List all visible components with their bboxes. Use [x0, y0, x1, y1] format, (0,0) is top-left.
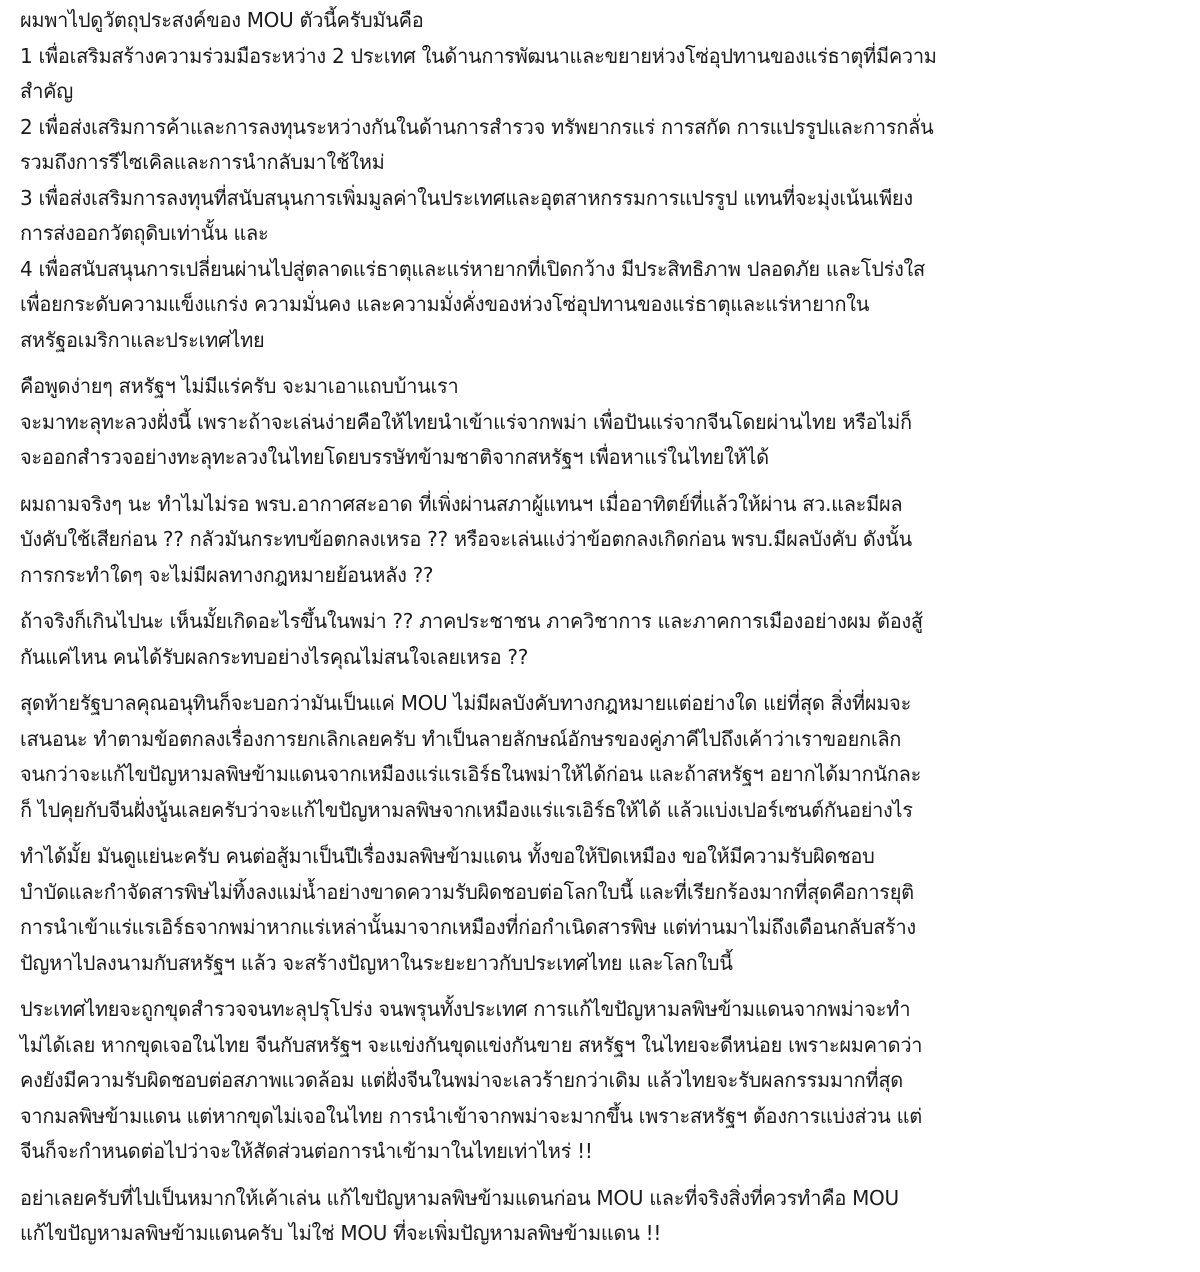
paragraph [20, 604, 1200, 675]
text-line: 1 เพื่อเสริมสร้างความร่วมมือระหว่าง 2 ประเทศ ในด้านการพัฒนาและขยายห่วงโซ่อุปทานของแร่ธาตุที่มีความ [20, 43, 937, 68]
text-line: เพื่อยกระดับความแข็งแกร่ง ความมั่นคง และความมั่งคั่งของห่วงโซ่อุปทานของแร่ธาตุและแร่หายากใน [20, 292, 870, 316]
text-line: สหรัฐอเมริกาและประเทศไทย [20, 327, 265, 352]
text-line: ก็ ไปคุยกับจีนฝั่งนู้นเลยครับว่าจะแก้ไขปัญหามลพิษจากเหมืองแร่แรเอิร์ธให้ได้ แล้วแบ่งเปอร์เซนต์กันอย่างไร [20, 797, 913, 822]
text-line: คงยังมีความรับผิดชอบต่อสภาพแวดล้อม แต่ฝั่งจีนในพม่าจะเลวร้ายกว่าเดิม แล้วไทยจะรับผลกรรมมากที่สุด [20, 1068, 903, 1092]
text-line: ประเทศไทยจะถูกขุดสำรวจจนทะลุปรุโปร่ง จนพรุนทั้งประเทศ การแก้ไขปัญหามลพิษข้ามแดนจากพม่าจะทำ [20, 997, 911, 1021]
text-line: ทำได้มั้ย มันดูแย่นะครับ คนต่อสู้มาเป็นปีเรื่องมลพิษข้ามแดน ทั้งขอให้ปิดเหมือง ขอให้มีความรับผิดชอบ [20, 844, 875, 868]
text-line: บังคับใช้เสียก่อน ?? กลัวมันกระทบข้อตกลงเหรอ ?? หรือจะเล่นแง่ว่าข้อตกลงเกิดก่อน พรบ.มีผลบังคับ ดังนั้น [20, 527, 912, 551]
text-line: แก้ไขปัญหามลพิษข้ามแดนครับ ไม่ใช่ MOU ที่จะเพิ่มปัญหามลพิษข้ามแดน !! [20, 1221, 662, 1245]
text-line: คือพูดง่ายๆ สหรัฐฯ ไม่มีแร่ครับ จะมาเอาแถบบ้านเรา [20, 374, 459, 398]
paragraph [20, 487, 1200, 594]
paragraph [20, 839, 1200, 981]
text-line: เสนอนะ ทำตามข้อตกลงเรื่องการยกเลิกเลยครับ ทำเป็นลายลักษณ์อักษรของคู่ภาคีไปถึงเค้าว่าเราขอยกเลิก [20, 726, 902, 751]
text-line: จนกว่าจะแก้ไขปัญหามลพิษข้ามแดนจากเหมืองแร่แรเอิร์ธในพม่าให้ได้ก่อน และถ้าสหรัฐฯ อยากได้มากนักละ [20, 762, 922, 786]
text-line: สุดท้ายรัฐบาลคุณอนุทินก็จะบอกว่ามันเป็นแค่ MOU ไม่มีผลบังคับทางกฎหมายแต่อย่างใด แย่ที่สุด สิ่งที่ผมจะ [20, 691, 912, 715]
text-line: 3 เพื่อส่งเสริมการลงทุนที่สนับสนุนการเพิ่มมูลค่าในประเทศและอุตสาหกรรมการแปรรูป แทนที่จะมุ่งเน้นเพียง [20, 185, 913, 210]
text-line: ปัญหาไปลงนามกับสหรัฐฯ แล้ว จะสร้างปัญหาในระยะยาวกับประเทศไทย และโลกใบนี้ [20, 950, 733, 975]
text-line: 4 เพื่อสนับสนุนการเปลี่ยนผ่านไปสู่ตลาดแร่ธาตุและแร่หายากที่เปิดกว้าง มีประสิทธิภาพ ปลอดภัย และโปร่งใส [20, 256, 925, 281]
text-line: จากมลพิษข้ามแดน แต่หากขุดไม่เจอในไทย การนำเข้าจากพม่าจะมากขึ้น เพราะสหรัฐฯ ต้องการแบ่งส่วน แต่ [20, 1103, 922, 1128]
text-line: การกระทำใดๆ จะไม่มีผลทางกฎหมายย้อนหลัง ?? [20, 562, 434, 587]
text-line: การส่งออกวัตถุดิบเท่านั้น และ [20, 221, 269, 245]
text-line: ผมถามจริงๆ นะ ทำไมไม่รอ พรบ.อากาศสะอาด ที่เพิ่งผ่านสภาผู้แทนฯ เมื่ออาทิตย์ที่แล้วให้ผ่าน สว.และมีผล [20, 491, 903, 516]
text-line: จีนก็จะกำหนดต่อไปว่าจะให้สัดส่วนต่อการนำเข้ามาในไทยเท่าไหร่ !! [20, 1139, 593, 1163]
paragraph [20, 369, 1200, 476]
text-line: จะมาทะลุทะลวงฝั่งนี้ เพราะถ้าจะเล่นง่ายคือให้ไทยนำเข้าแร่จากพม่า เพื่อปันแร่จากจีนโดยผ่านไทย หรือไม่ก็ [20, 409, 912, 434]
text-line: ผมพาไปดูวัตถุประสงค์ของ MOU ตัวนี้ครับมันคือ [20, 8, 424, 32]
text-line: ถ้าจริงก็เกินไปนะ เห็นมั้ยเกิดอะไรขึ้นในพม่า ?? ภาคประชาชน ภาควิชาการ และภาคการเมืองอย่างผม ต้องสู้ [20, 609, 923, 633]
paragraph [20, 3, 1200, 358]
text-line: จะออกสำรวจอย่างทะลุทะลวงในไทยโดยบรรษัทข้ามชาติจากสหรัฐฯ เพื่อหาแร่ในไทยให้ได้ [20, 445, 769, 469]
text-line: สำคัญ [20, 79, 73, 103]
paragraph [20, 992, 1200, 1170]
text-line: รวมถึงการรีไซเคิลและการนำกลับมาใช้ใหม่ [20, 150, 385, 174]
paragraph [20, 686, 1200, 828]
text-line: 2 เพื่อส่งเสริมการค้าและการลงทุนระหว่างกันในด้านการสำรวจ ทรัพยากรแร่ การสกัด การแปรรูปและการกลั่น [20, 114, 934, 139]
paragraph [20, 1181, 1200, 1252]
text-line: ไม่ได้เลย หากขุดเจอในไทย จีนกับสหรัฐฯ จะแข่งกันขุดแข่งกันขาย สหรัฐฯ ในไทยจะดีหน่อย เพราะผมคาดว่า [20, 1032, 923, 1057]
text-line: อย่าเลยครับที่ไปเป็นหมากให้เค้าเล่น แก้ไขปัญหามลพิษข้ามแดนก่อน MOU และที่จริงสิ่งที่ควรทำคือ MOU [20, 1185, 899, 1210]
text-line: การนำเข้าแร่แรเอิร์ธจากพม่าหากแร่เหล่านั้นมาจากเหมืองที่ก่อกำเนิดสารพิษ แต่ท่านมาไม่ถึงเดือนกลับสร้าง [20, 915, 916, 939]
text-line: บำบัดและกำจัดสารพิษไม่ทิ้งลงแม่น้ำอย่างขาดความรับผิดชอบต่อโลกใบนี้ และที่เรียกร้องมากที่สุดคือการยุติ [20, 879, 914, 904]
text-line: กันแค่ไหน คนได้รับผลกระทบอย่างไรคุณไม่สนใจเลยเหรอ ?? [20, 644, 529, 669]
